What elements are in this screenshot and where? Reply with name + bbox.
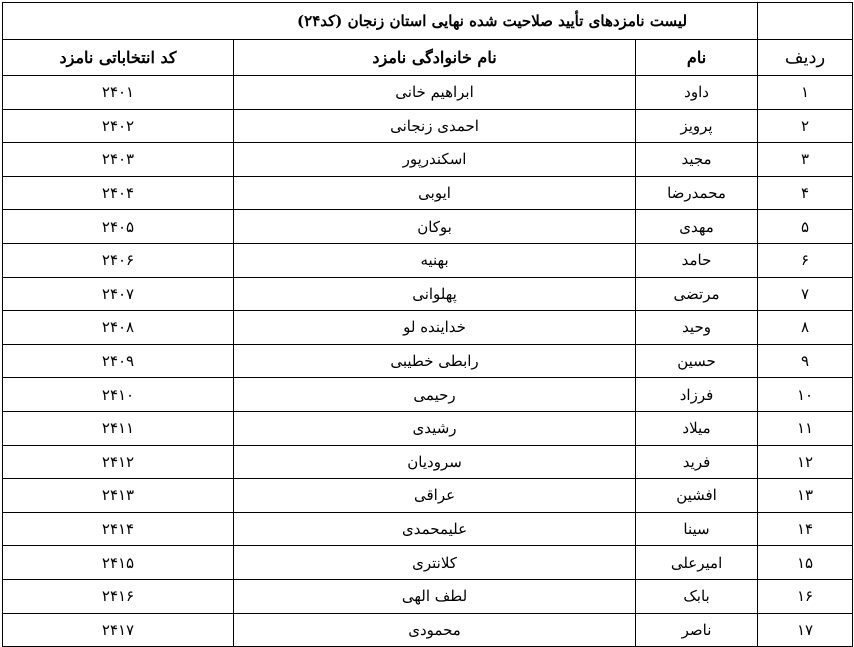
election-code-cell: ۲۴۰۳: [3, 143, 234, 177]
first-name-cell: حسین: [636, 344, 758, 378]
first-name-cell: فرزاد: [636, 378, 758, 412]
table-row: [3, 311, 853, 345]
row-number-cell: ۲: [758, 109, 853, 143]
row-number-cell: ۴: [758, 176, 853, 210]
first-name-cell: وحید: [636, 311, 758, 345]
table-row: [3, 546, 853, 580]
first-name-cell: مرتضی: [636, 277, 758, 311]
table-title: لیست نامزدهای تأیید صلاحیت شده نهایی استان زنجان (کد۲۴): [3, 3, 758, 40]
last-name-cell: لطف الهی: [234, 579, 636, 613]
first-name-cell: امیرعلی: [636, 546, 758, 580]
first-name-cell: بابک: [636, 579, 758, 613]
row-number-cell: ۵: [758, 210, 853, 244]
election-code-cell: ۲۴۱۳: [3, 479, 234, 513]
last-name-cell: رابطی خطیبی: [234, 344, 636, 378]
header-row-number: ردیف: [758, 40, 853, 76]
last-name-cell: احمدی زنجانی: [234, 109, 636, 143]
table-row: [3, 176, 853, 210]
last-name-cell: بوکان: [234, 210, 636, 244]
row-number-cell: ۱۶: [758, 579, 853, 613]
election-code-cell: ۲۴۰۷: [3, 277, 234, 311]
row-number-cell: ۸: [758, 311, 853, 345]
election-code-cell: ۲۴۱۱: [3, 411, 234, 445]
row-number-cell: ۱۱: [758, 411, 853, 445]
first-name-cell: افشین: [636, 479, 758, 513]
election-code-cell: ۲۴۰۱: [3, 76, 234, 110]
last-name-cell: رحیمی: [234, 378, 636, 412]
last-name-cell: رشیدی: [234, 411, 636, 445]
election-code-cell: ۲۴۱۴: [3, 512, 234, 546]
table-row: [3, 277, 853, 311]
first-name-cell: سینا: [636, 512, 758, 546]
row-number-cell: ۱۰: [758, 378, 853, 412]
header-election-code: کد انتخاباتی نامزد: [3, 40, 234, 76]
header-first-name: نام: [636, 40, 758, 76]
header-row: [3, 40, 853, 76]
first-name-cell: محمدرضا: [636, 176, 758, 210]
table-row: [3, 344, 853, 378]
title-row: [3, 3, 853, 40]
row-number-cell: ۷: [758, 277, 853, 311]
first-name-cell: مهدی: [636, 210, 758, 244]
last-name-cell: علیمحمدی: [234, 512, 636, 546]
table-body: [3, 3, 853, 647]
row-number-cell: ۱۵: [758, 546, 853, 580]
row-number-cell: ۱۴: [758, 512, 853, 546]
election-code-cell: ۲۴۱۶: [3, 579, 234, 613]
election-code-cell: ۲۴۰۶: [3, 243, 234, 277]
election-code-cell: ۲۴۰۴: [3, 176, 234, 210]
election-code-cell: ۲۴۰۸: [3, 311, 234, 345]
first-name-cell: حامد: [636, 243, 758, 277]
row-number-cell: ۱۲: [758, 445, 853, 479]
election-code-cell: ۲۴۱۷: [3, 613, 234, 647]
last-name-cell: سرودیان: [234, 445, 636, 479]
title-blank-cell: [758, 3, 853, 40]
election-code-cell: ۲۴۱۰: [3, 378, 234, 412]
table-row: [3, 579, 853, 613]
first-name-cell: مجید: [636, 143, 758, 177]
table-row: [3, 143, 853, 177]
row-number-cell: ۱۳: [758, 479, 853, 513]
last-name-cell: بهنیه: [234, 243, 636, 277]
election-code-cell: ۲۴۰۲: [3, 109, 234, 143]
election-code-cell: ۲۴۱۲: [3, 445, 234, 479]
first-name-cell: ناصر: [636, 613, 758, 647]
table-row: [3, 512, 853, 546]
row-number-cell: ۶: [758, 243, 853, 277]
last-name-cell: ایوبی: [234, 176, 636, 210]
last-name-cell: محمودی: [234, 613, 636, 647]
first-name-cell: پرویز: [636, 109, 758, 143]
election-code-cell: ۲۴۰۹: [3, 344, 234, 378]
table-row: [3, 411, 853, 445]
row-number-cell: ۳: [758, 143, 853, 177]
first-name-cell: میلاد: [636, 411, 758, 445]
table-row: [3, 445, 853, 479]
header-last-name: نام خانوادگی نامزد: [234, 40, 636, 76]
last-name-cell: ابراهیم خانی: [234, 76, 636, 110]
first-name-cell: داود: [636, 76, 758, 110]
table-row: [3, 210, 853, 244]
candidates-table: [2, 2, 853, 647]
table-row: [3, 243, 853, 277]
election-code-cell: ۲۴۰۵: [3, 210, 234, 244]
row-number-cell: ۱: [758, 76, 853, 110]
table-row: [3, 479, 853, 513]
table-row: [3, 109, 853, 143]
last-name-cell: خداینده لو: [234, 311, 636, 345]
row-number-cell: ۹: [758, 344, 853, 378]
last-name-cell: عراقی: [234, 479, 636, 513]
election-code-cell: ۲۴۱۵: [3, 546, 234, 580]
last-name-cell: اسکندرپور: [234, 143, 636, 177]
first-name-cell: فرید: [636, 445, 758, 479]
table-row: [3, 378, 853, 412]
last-name-cell: کلانتری: [234, 546, 636, 580]
last-name-cell: پهلوانی: [234, 277, 636, 311]
row-number-cell: ۱۷: [758, 613, 853, 647]
table-row: [3, 76, 853, 110]
